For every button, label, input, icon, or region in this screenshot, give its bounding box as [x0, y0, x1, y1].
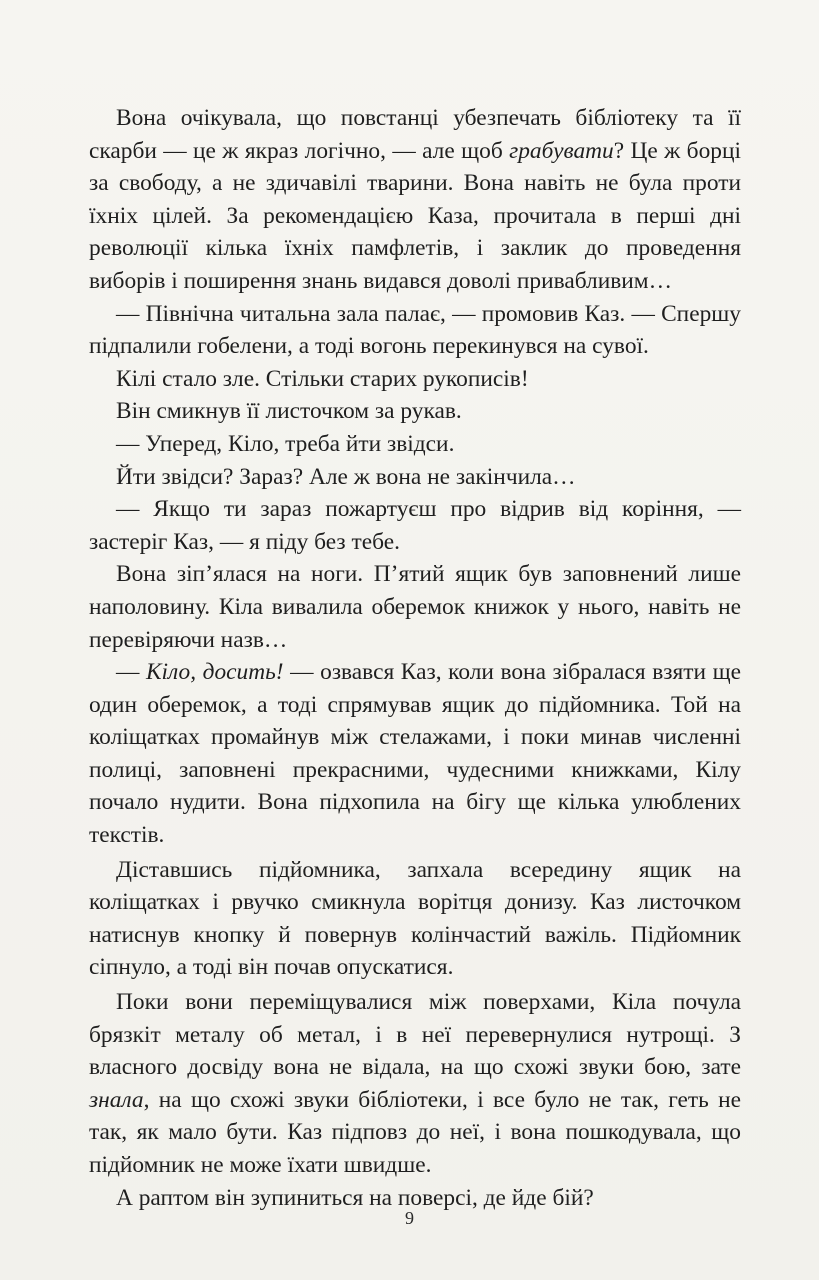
paragraph [89, 493, 741, 558]
paragraph [89, 461, 741, 494]
text-segment: — озвався Каз, коли вона зібралася взяти ще один оберемок, а тоді спрямував ящик до підйомника. Той на коліщатках промайнув між стелажами, і поки минав численні полиці, заповнені прекрасними, чудесними книжками, Кілу почало нудити. Вона підхопила на бігу ще кілька улюблених текстів. [89, 659, 741, 849]
text-segment: Вона зіп’ялася на ноги. П’ятий ящик був заповнений лише наполовину. Кіла вивалила оберемок книжок у нього, навіть не перевіряючи назв… [89, 561, 741, 653]
text-segment: — Уперед, Кіло, треба йти звідси. [116, 430, 455, 457]
text-segment: Вона очікувала, що повстанці убезпечать бібліотеку та її скарби — це ж якраз логічно, — але щоб [89, 105, 741, 164]
text-segment: Він смикнув її листочком за рукав. [116, 398, 462, 425]
paragraph [89, 854, 741, 984]
text-segment: , на що схожі звуки бібліотеки, і все було не так, геть не так, як мало бути. Каз підповз до неї, і вона пошкодувала, що підйомник не може їхати швидше. [89, 1086, 741, 1178]
text-segment: — Північна читальна зала палає, — промовив Каз. — Спершу підпалили гобелени, а тоді вогонь перекинувся на сувої. [89, 300, 741, 360]
text-segment: Діставшись підйомника, запхала всередину ящик на коліщатках і рвучко смикнула ворітця донизу. Каз листочком натиснув кнопку й повернув колінчастий важіль. Підйомник сіпнуло, а тоді він почав опускатися. [89, 856, 741, 981]
emphasis-segment: знала [89, 1086, 144, 1113]
text-segment: Кілі стало зле. Стільки старих рукописів! [116, 365, 529, 392]
text-segment: ? Це ж борці за свободу, а не здичавілі тварини. Вона навіть не була проти їхніх цілей. За рекомендацією Каза, прочитала в перші дні революції кілька їхніх памфлетів, і заклик до проведення виборів і поширення знань видався доволі привабливим… [89, 137, 741, 294]
paragraph [89, 298, 741, 363]
page-number: 9 [405, 1208, 414, 1228]
paragraph [89, 363, 741, 396]
emphasis-segment: грабувати [509, 137, 614, 164]
text-segment: А раптом він зупиниться на поверсі, де йде бій? [116, 1184, 594, 1211]
paragraph [89, 986, 741, 1182]
emphasis-segment: Кіло, досить! [145, 659, 284, 686]
paragraph [89, 395, 741, 428]
text-segment: — Якщо ти зараз пожартуєш про відрив від коріння, — застеріг Каз, — я піду без тебе. [89, 496, 741, 555]
text-segment: Поки вони переміщувалися між поверхами, Кіла почула брязкіт металу об метал, і в неї перевернулися нутрощі. З власного досвіду вона не відала, на що схожі звуки бою, зате [89, 989, 741, 1081]
paragraph [89, 656, 741, 852]
paragraph [89, 102, 741, 298]
body-text [89, 102, 741, 1214]
paragraph [89, 428, 741, 461]
paragraph [89, 558, 741, 656]
text-segment: — [116, 659, 146, 686]
text-segment: Йти звідси? Зараз? Але ж вона не закінчила… [116, 463, 576, 490]
